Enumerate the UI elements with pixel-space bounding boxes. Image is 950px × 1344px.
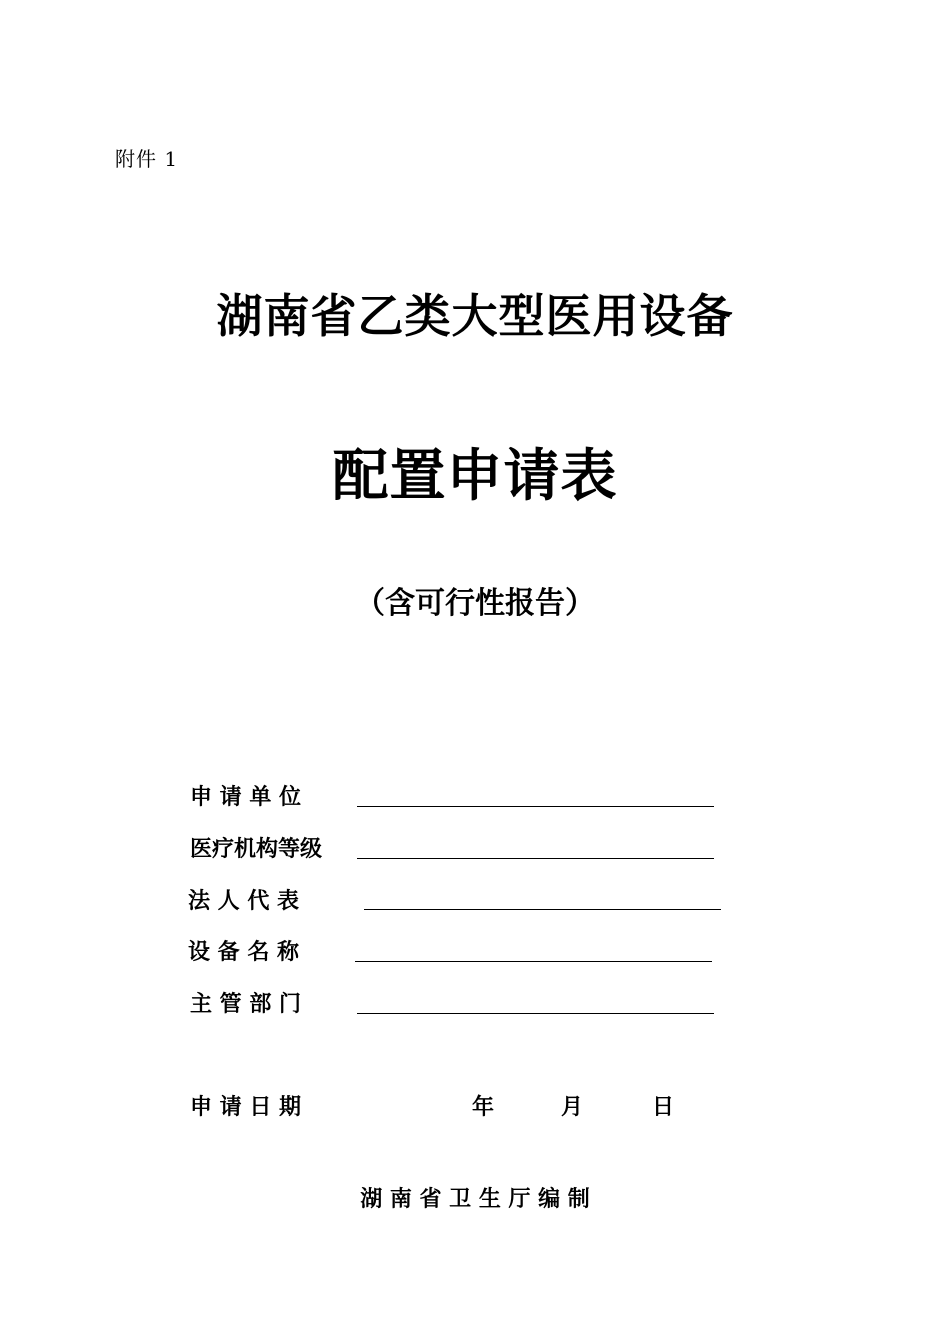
application-date-label: 申 请 日 期 [190,1094,301,1120]
field-line-legal-representative[interactable] [364,909,721,910]
form-subtitle: （含可行性报告） [355,586,595,621]
form-title-line1: 湖南省乙类大型医用设备 [216,289,734,343]
field-label-legal-representative: 法 人 代 表 [188,888,299,914]
form-title-line2: 配置申请表 [332,444,618,509]
field-line-equipment-name[interactable] [355,961,712,962]
attachment-label: 附件 1 [115,147,179,171]
field-line-applicant-unit[interactable] [357,806,714,807]
date-year-unit: 年 [472,1094,495,1120]
date-day-unit: 日 [652,1094,675,1120]
field-line-supervising-department[interactable] [357,1013,714,1014]
field-label-institution-level: 医疗机构等级 [190,836,323,862]
field-label-equipment-name: 设 备 名 称 [188,939,299,965]
date-month-unit: 月 [561,1094,584,1120]
field-label-supervising-department: 主 管 部 门 [190,991,301,1017]
field-line-institution-level[interactable] [357,858,714,859]
field-label-applicant-unit: 申 请 单 位 [190,784,301,810]
compiler-footer: 湖 南 省 卫 生 厅 编 制 [360,1186,590,1212]
